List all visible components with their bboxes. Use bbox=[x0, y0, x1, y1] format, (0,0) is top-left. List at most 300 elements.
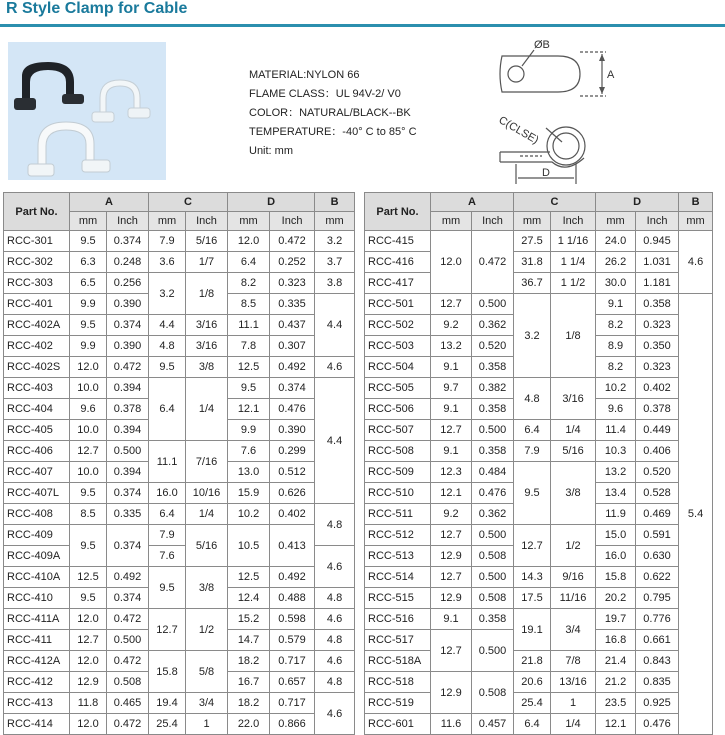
table-cell: 3/4 bbox=[551, 609, 596, 651]
table-cell: 9.2 bbox=[431, 504, 472, 525]
table-cell: 0.335 bbox=[107, 504, 149, 525]
table-cell: 9.1 bbox=[431, 357, 472, 378]
table-cell: 4.8 bbox=[149, 336, 186, 357]
table-cell: 16.0 bbox=[149, 483, 186, 504]
spec-unit: Unit: mm bbox=[249, 145, 293, 157]
part-number-cell: RCC-303 bbox=[4, 273, 70, 294]
table-cell: 6.4 bbox=[228, 252, 270, 273]
table-cell: 12.5 bbox=[228, 567, 270, 588]
table-cell: 5/16 bbox=[186, 525, 228, 567]
table-cell: 12.5 bbox=[228, 357, 270, 378]
table-row bbox=[365, 378, 713, 399]
table-cell: 12.4 bbox=[228, 588, 270, 609]
clamp-dimension-diagram bbox=[490, 34, 718, 184]
table-cell: 0.472 bbox=[107, 651, 149, 672]
table-cell: 10.0 bbox=[70, 378, 107, 399]
part-number-cell: RCC-402 bbox=[4, 336, 70, 357]
part-number-cell: RCC-402A bbox=[4, 315, 70, 336]
table-cell: 0.374 bbox=[107, 588, 149, 609]
table-cell: 3/8 bbox=[186, 357, 228, 378]
table-cell: 4.8 bbox=[315, 672, 355, 693]
table-cell: 11.1 bbox=[149, 441, 186, 483]
part-number-cell: RCC-501 bbox=[365, 294, 431, 315]
table-cell: 12.1 bbox=[596, 714, 636, 735]
table-cell: 0.508 bbox=[472, 546, 514, 567]
table-row bbox=[4, 273, 355, 294]
table-cell: 0.484 bbox=[472, 462, 514, 483]
table-cell: 12.0 bbox=[70, 609, 107, 630]
table-cell: 1/4 bbox=[186, 504, 228, 525]
table-cell: 1/2 bbox=[186, 609, 228, 651]
table-cell: 7.6 bbox=[149, 546, 186, 567]
table-cell: 0.394 bbox=[107, 420, 149, 441]
part-number-cell: RCC-407 bbox=[4, 462, 70, 483]
table-row bbox=[365, 462, 713, 483]
table-cell: 0.402 bbox=[270, 504, 315, 525]
header-unit: mm bbox=[70, 212, 107, 231]
table-cell: 0.717 bbox=[270, 693, 315, 714]
table-cell: 12.1 bbox=[431, 483, 472, 504]
table-cell: 36.7 bbox=[514, 273, 551, 294]
table-cell: 0.657 bbox=[270, 672, 315, 693]
table-cell: 13/16 bbox=[551, 672, 596, 693]
table-cell: 0.465 bbox=[107, 693, 149, 714]
table-cell: 6.5 bbox=[70, 273, 107, 294]
part-number-cell: RCC-505 bbox=[365, 378, 431, 399]
table-cell: 0.248 bbox=[107, 252, 149, 273]
table-row bbox=[4, 357, 355, 378]
table-cell: 9/16 bbox=[551, 567, 596, 588]
part-number-cell: RCC-409A bbox=[4, 546, 70, 567]
part-number-cell: RCC-513 bbox=[365, 546, 431, 567]
table-cell: 25.4 bbox=[149, 714, 186, 735]
part-number-cell: RCC-410A bbox=[4, 567, 70, 588]
table-cell: 5/16 bbox=[186, 231, 228, 252]
table-cell: 7.9 bbox=[149, 231, 186, 252]
table-cell: 10/16 bbox=[186, 483, 228, 504]
table-cell: 1 bbox=[186, 714, 228, 735]
table-cell: 3.2 bbox=[315, 231, 355, 252]
table-cell: 31.8 bbox=[514, 252, 551, 273]
header-group-a: A bbox=[70, 193, 149, 212]
table-cell: 0.299 bbox=[270, 441, 315, 462]
table-cell: 9.5 bbox=[70, 483, 107, 504]
table-cell: 6.3 bbox=[70, 252, 107, 273]
table-cell: 15.8 bbox=[596, 567, 636, 588]
table-cell: 0.622 bbox=[636, 567, 679, 588]
table-cell: 16.8 bbox=[596, 630, 636, 651]
table-cell: 0.500 bbox=[472, 525, 514, 546]
table-row bbox=[365, 294, 713, 315]
table-cell: 16.0 bbox=[596, 546, 636, 567]
part-number-cell: RCC-502 bbox=[365, 315, 431, 336]
table-cell: 1/4 bbox=[186, 378, 228, 441]
table-cell: 4.6 bbox=[315, 651, 355, 672]
table-row bbox=[365, 420, 713, 441]
part-number-cell: RCC-503 bbox=[365, 336, 431, 357]
table-cell: 1/8 bbox=[551, 294, 596, 378]
table-cell: 12.9 bbox=[431, 588, 472, 609]
table-row bbox=[4, 336, 355, 357]
table-cell: 1 1/2 bbox=[551, 273, 596, 294]
table-cell: 8.5 bbox=[70, 504, 107, 525]
table-cell: 6.4 bbox=[149, 504, 186, 525]
table-cell: 0.500 bbox=[472, 630, 514, 672]
table-cell: 0.843 bbox=[636, 651, 679, 672]
table-row bbox=[4, 315, 355, 336]
table-cell: 0.500 bbox=[472, 294, 514, 315]
table-cell: 0.866 bbox=[270, 714, 315, 735]
table-cell: 12.0 bbox=[70, 651, 107, 672]
part-number-cell: RCC-413 bbox=[4, 693, 70, 714]
table-cell: 12.7 bbox=[431, 567, 472, 588]
page-title: R Style Clamp for Cable bbox=[6, 0, 188, 17]
table-cell: 9.2 bbox=[431, 315, 472, 336]
table-cell: 0.449 bbox=[636, 420, 679, 441]
table-cell: 9.5 bbox=[514, 462, 551, 525]
table-cell: 0.776 bbox=[636, 609, 679, 630]
title-divider bbox=[0, 24, 725, 27]
table-cell: 0.390 bbox=[107, 336, 149, 357]
table-cell: 1/8 bbox=[186, 273, 228, 315]
table-row bbox=[4, 693, 355, 714]
header-part-no: Part No. bbox=[365, 193, 431, 231]
part-number-cell: RCC-407L bbox=[4, 483, 70, 504]
header-group-row bbox=[4, 193, 355, 212]
header-unit: mm bbox=[679, 212, 713, 231]
table-cell: 9.9 bbox=[70, 336, 107, 357]
table-cell: 10.0 bbox=[70, 462, 107, 483]
table-row bbox=[365, 693, 713, 714]
table-cell: 13.2 bbox=[596, 462, 636, 483]
table-cell: 0.472 bbox=[107, 609, 149, 630]
label-b: ØB bbox=[534, 39, 550, 51]
part-number-cell: RCC-506 bbox=[365, 399, 431, 420]
table-cell: 18.2 bbox=[228, 651, 270, 672]
table-cell: 9.5 bbox=[149, 567, 186, 609]
part-number-cell: RCC-511 bbox=[365, 504, 431, 525]
table-cell: 15.8 bbox=[149, 651, 186, 693]
table-cell: 0.472 bbox=[472, 231, 514, 294]
table-cell: 0.492 bbox=[270, 567, 315, 588]
table-cell: 0.394 bbox=[107, 378, 149, 399]
table-cell: 0.374 bbox=[107, 315, 149, 336]
table-cell: 4.6 bbox=[315, 357, 355, 378]
part-number-cell: RCC-507 bbox=[365, 420, 431, 441]
table-row bbox=[365, 441, 713, 462]
table-cell: 4.6 bbox=[315, 693, 355, 735]
table-cell: 7.8 bbox=[228, 336, 270, 357]
table-cell: 0.630 bbox=[636, 546, 679, 567]
table-cell: 0.307 bbox=[270, 336, 315, 357]
spec-material: MATERIAL:NYLON 66 bbox=[249, 69, 360, 81]
table-cell: 12.5 bbox=[70, 567, 107, 588]
table-cell: 12.7 bbox=[431, 294, 472, 315]
table-cell: 0.350 bbox=[636, 336, 679, 357]
spec-color: COLOR：NATURAL/BLACK--BK bbox=[249, 107, 411, 119]
part-number-cell: RCC-301 bbox=[4, 231, 70, 252]
header-group-b: B bbox=[315, 193, 355, 212]
table-cell: 12.7 bbox=[431, 630, 472, 672]
header-group-a: A bbox=[431, 193, 514, 212]
table-row bbox=[4, 525, 355, 546]
table-cell: 3.2 bbox=[149, 273, 186, 315]
table-cell: 14.7 bbox=[228, 630, 270, 651]
table-cell: 12.7 bbox=[70, 630, 107, 651]
table-cell: 23.5 bbox=[596, 693, 636, 714]
table-cell: 11.9 bbox=[596, 504, 636, 525]
table-cell: 0.390 bbox=[107, 294, 149, 315]
table-cell: 0.362 bbox=[472, 315, 514, 336]
table-cell: 1/4 bbox=[551, 714, 596, 735]
cable-clamp-image bbox=[8, 42, 166, 180]
table-cell: 0.508 bbox=[472, 588, 514, 609]
header-unit: Inch bbox=[472, 212, 514, 231]
table-row bbox=[365, 672, 713, 693]
table-row bbox=[365, 609, 713, 630]
table-cell: 0.335 bbox=[270, 294, 315, 315]
table-cell: 0.358 bbox=[472, 441, 514, 462]
table-cell: 0.512 bbox=[270, 462, 315, 483]
table-cell: 0.472 bbox=[107, 357, 149, 378]
table-cell: 12.7 bbox=[70, 441, 107, 462]
header-group-d: D bbox=[228, 193, 315, 212]
table-cell: 0.323 bbox=[636, 315, 679, 336]
table-cell: 0.520 bbox=[636, 462, 679, 483]
table-cell: 9.1 bbox=[431, 441, 472, 462]
table-cell: 9.9 bbox=[70, 294, 107, 315]
table-cell: 0.528 bbox=[636, 483, 679, 504]
table-cell: 0.358 bbox=[472, 357, 514, 378]
table-cell: 12.3 bbox=[431, 462, 472, 483]
table-row bbox=[4, 441, 355, 462]
table-cell: 15.0 bbox=[596, 525, 636, 546]
table-cell: 7.9 bbox=[149, 525, 186, 546]
header-group-b: B bbox=[679, 193, 713, 212]
table-cell: 17.5 bbox=[514, 588, 551, 609]
table-cell: 16.7 bbox=[228, 672, 270, 693]
table-cell: 5/16 bbox=[551, 441, 596, 462]
part-number-cell: RCC-402S bbox=[4, 357, 70, 378]
table-cell: 7/8 bbox=[551, 651, 596, 672]
part-number-cell: RCC-411 bbox=[4, 630, 70, 651]
table-cell: 8.5 bbox=[228, 294, 270, 315]
table-cell: 4.8 bbox=[315, 588, 355, 609]
part-number-cell: RCC-601 bbox=[365, 714, 431, 735]
table-cell: 22.0 bbox=[228, 714, 270, 735]
part-number-cell: RCC-414 bbox=[4, 714, 70, 735]
table-cell: 3.6 bbox=[149, 252, 186, 273]
table-cell: 0.358 bbox=[472, 609, 514, 630]
table-cell: 12.7 bbox=[514, 525, 551, 567]
part-number-cell: RCC-512 bbox=[365, 525, 431, 546]
table-cell: 9.9 bbox=[228, 420, 270, 441]
header-unit: mm bbox=[228, 212, 270, 231]
table-row bbox=[4, 252, 355, 273]
table-cell: 1/7 bbox=[186, 252, 228, 273]
table-cell: 1 1/16 bbox=[551, 231, 596, 252]
spec-flame-class: FLAME CLASS：UL 94V-2/ V0 bbox=[249, 88, 401, 100]
table-cell: 0.579 bbox=[270, 630, 315, 651]
table-cell: 0.925 bbox=[636, 693, 679, 714]
header-unit: mm bbox=[315, 212, 355, 231]
table-row bbox=[4, 567, 355, 588]
table-cell: 4.8 bbox=[514, 378, 551, 420]
label-c: C(CLSE) bbox=[496, 114, 541, 147]
label-d: D bbox=[542, 167, 550, 179]
table-cell: 0.252 bbox=[270, 252, 315, 273]
part-number-cell: RCC-406 bbox=[4, 441, 70, 462]
part-number-cell: RCC-416 bbox=[365, 252, 431, 273]
table-cell: 12.0 bbox=[70, 714, 107, 735]
table-cell: 8.2 bbox=[596, 315, 636, 336]
table-row bbox=[4, 378, 355, 399]
part-number-cell: RCC-410 bbox=[4, 588, 70, 609]
table-cell: 1.181 bbox=[636, 273, 679, 294]
table-cell: 0.598 bbox=[270, 609, 315, 630]
table-cell: 0.626 bbox=[270, 483, 315, 504]
table-cell: 19.4 bbox=[149, 693, 186, 714]
table-cell: 5.4 bbox=[679, 294, 713, 735]
header-unit: mm bbox=[431, 212, 472, 231]
table-cell: 9.7 bbox=[431, 378, 472, 399]
table-cell: 9.5 bbox=[228, 378, 270, 399]
table-row bbox=[4, 483, 355, 504]
table-cell: 0.945 bbox=[636, 231, 679, 252]
table-row bbox=[365, 588, 713, 609]
table-cell: 0.358 bbox=[472, 399, 514, 420]
table-cell: 0.661 bbox=[636, 630, 679, 651]
table-cell: 0.500 bbox=[472, 567, 514, 588]
table-cell: 0.500 bbox=[107, 630, 149, 651]
table-cell: 10.5 bbox=[228, 525, 270, 567]
table-cell: 0.374 bbox=[107, 483, 149, 504]
part-number-cell: RCC-518 bbox=[365, 672, 431, 693]
table-cell: 0.492 bbox=[270, 357, 315, 378]
table-cell: 1.031 bbox=[636, 252, 679, 273]
table-cell: 30.0 bbox=[596, 273, 636, 294]
table-cell: 12.7 bbox=[431, 525, 472, 546]
table-cell: 0.717 bbox=[270, 651, 315, 672]
table-cell: 0.520 bbox=[472, 336, 514, 357]
part-number-cell: RCC-509 bbox=[365, 462, 431, 483]
table-cell: 0.476 bbox=[636, 714, 679, 735]
table-cell: 0.500 bbox=[472, 420, 514, 441]
table-cell: 18.2 bbox=[228, 693, 270, 714]
table-cell: 0.437 bbox=[270, 315, 315, 336]
header-unit: Inch bbox=[636, 212, 679, 231]
label-a: A bbox=[607, 69, 615, 81]
table-cell: 0.500 bbox=[107, 441, 149, 462]
table-cell: 4.6 bbox=[315, 609, 355, 630]
table-cell: 9.5 bbox=[70, 525, 107, 567]
part-number-cell: RCC-515 bbox=[365, 588, 431, 609]
part-number-cell: RCC-408 bbox=[4, 504, 70, 525]
table-cell: 21.2 bbox=[596, 672, 636, 693]
table-cell: 0.476 bbox=[270, 399, 315, 420]
table-cell: 0.323 bbox=[270, 273, 315, 294]
table-cell: 4.8 bbox=[315, 630, 355, 651]
table-cell: 0.323 bbox=[636, 357, 679, 378]
table-cell: 25.4 bbox=[514, 693, 551, 714]
table-cell: 12.7 bbox=[431, 420, 472, 441]
part-number-cell: RCC-519 bbox=[365, 693, 431, 714]
table-cell: 5/8 bbox=[186, 651, 228, 693]
table-cell: 21.4 bbox=[596, 651, 636, 672]
table-cell: 0.378 bbox=[636, 399, 679, 420]
table-cell: 11.8 bbox=[70, 693, 107, 714]
table-cell: 0.472 bbox=[107, 714, 149, 735]
table-cell: 11.4 bbox=[596, 420, 636, 441]
table-cell: 4.6 bbox=[315, 546, 355, 588]
table-cell: 6.4 bbox=[514, 420, 551, 441]
table-row bbox=[365, 525, 713, 546]
table-cell: 0.472 bbox=[270, 231, 315, 252]
table-cell: 12.9 bbox=[431, 672, 472, 714]
table-cell: 27.5 bbox=[514, 231, 551, 252]
table-cell: 3/8 bbox=[186, 567, 228, 609]
table-row bbox=[365, 651, 713, 672]
table-cell: 24.0 bbox=[596, 231, 636, 252]
table-cell: 7.6 bbox=[228, 441, 270, 462]
table-cell: 9.5 bbox=[70, 315, 107, 336]
table-cell: 0.457 bbox=[472, 714, 514, 735]
table-cell: 6.4 bbox=[149, 378, 186, 441]
table-row bbox=[365, 273, 713, 294]
part-number-cell: RCC-412 bbox=[4, 672, 70, 693]
table-cell: 20.2 bbox=[596, 588, 636, 609]
table-cell: 0.374 bbox=[107, 525, 149, 567]
table-cell: 0.358 bbox=[636, 294, 679, 315]
part-number-cell: RCC-404 bbox=[4, 399, 70, 420]
table-cell: 3/4 bbox=[186, 693, 228, 714]
table-cell: 9.1 bbox=[431, 399, 472, 420]
table-cell: 0.795 bbox=[636, 588, 679, 609]
table-cell: 1 1/4 bbox=[551, 252, 596, 273]
table-cell: 10.2 bbox=[596, 378, 636, 399]
part-number-cell: RCC-415 bbox=[365, 231, 431, 252]
table-cell: 10.2 bbox=[228, 504, 270, 525]
table-row bbox=[4, 504, 355, 525]
table-cell: 0.374 bbox=[107, 231, 149, 252]
part-number-cell: RCC-508 bbox=[365, 441, 431, 462]
table-row bbox=[365, 714, 713, 735]
header-part-no: Part No. bbox=[4, 193, 70, 231]
table-cell: 12.9 bbox=[70, 672, 107, 693]
table-cell: 4.4 bbox=[315, 378, 355, 504]
table-cell: 12.0 bbox=[70, 357, 107, 378]
part-number-cell: RCC-411A bbox=[4, 609, 70, 630]
table-cell: 0.390 bbox=[270, 420, 315, 441]
table-cell: 1 bbox=[551, 693, 596, 714]
table-cell: 3.2 bbox=[514, 294, 551, 378]
table-cell: 3/16 bbox=[186, 336, 228, 357]
table-cell: 0.378 bbox=[107, 399, 149, 420]
part-number-cell: RCC-514 bbox=[365, 567, 431, 588]
header-unit: Inch bbox=[107, 212, 149, 231]
table-cell: 7.9 bbox=[514, 441, 551, 462]
part-number-cell: RCC-412A bbox=[4, 651, 70, 672]
table-cell: 10.3 bbox=[596, 441, 636, 462]
table-cell: 12.0 bbox=[431, 231, 472, 294]
table-cell: 3/16 bbox=[186, 315, 228, 336]
part-number-cell: RCC-409 bbox=[4, 525, 70, 546]
table-cell: 9.5 bbox=[70, 231, 107, 252]
table-cell: 13.4 bbox=[596, 483, 636, 504]
table-cell: 0.835 bbox=[636, 672, 679, 693]
table-cell: 13.0 bbox=[228, 462, 270, 483]
table-cell: 3/16 bbox=[551, 378, 596, 420]
